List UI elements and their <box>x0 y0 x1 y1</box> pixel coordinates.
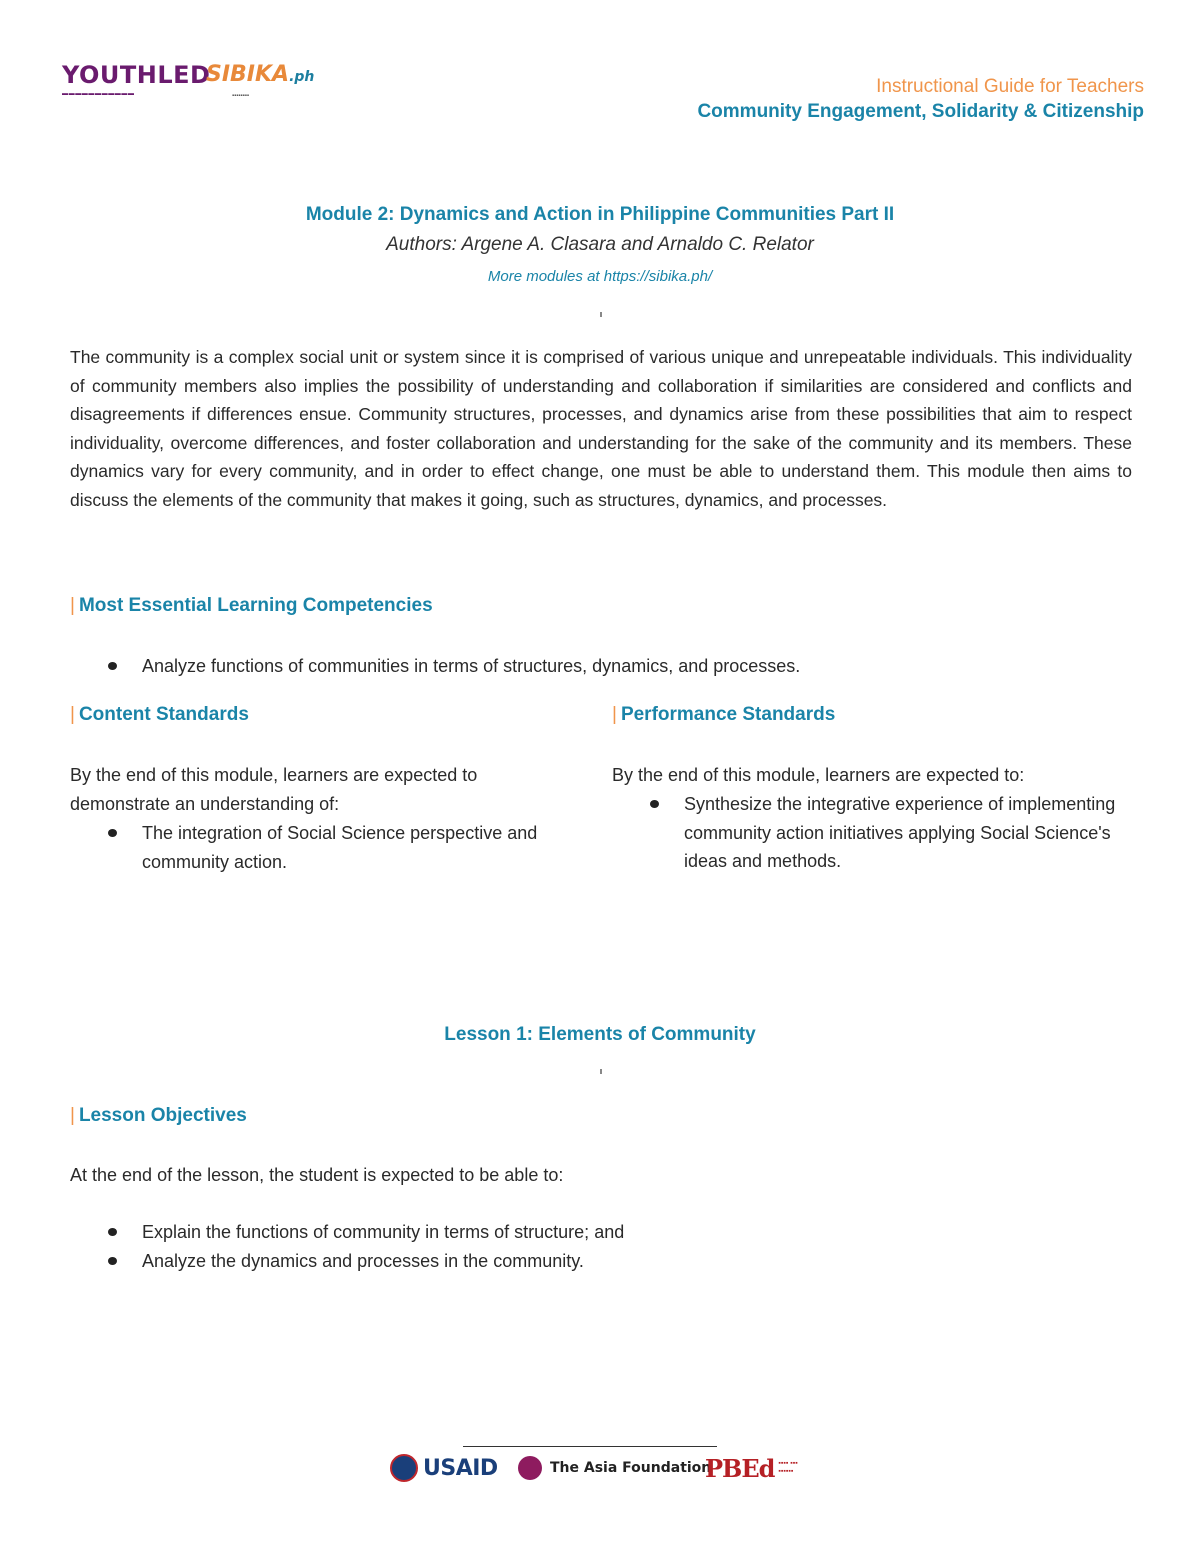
footer-divider <box>463 1446 717 1447</box>
heading-bar: | <box>70 704 75 725</box>
melc-list <box>70 652 1130 681</box>
youthled-logo-text: YOUTHLED <box>62 61 211 89</box>
performance-standards-intro: By the end of this module, learners are expected to: <box>612 765 1025 785</box>
youthled-logo <box>62 62 212 104</box>
sibika-logo-word: SIBIKA <box>206 62 290 87</box>
usaid-seal-icon <box>390 1454 418 1482</box>
lesson-objectives-heading <box>70 1105 247 1127</box>
bullet-icon <box>108 1228 117 1236</box>
list-item-text: Synthesize the integrative experience of implementing community action initiatives applying Social Science's ideas and methods. <box>684 794 1116 871</box>
content-standards-heading <box>70 704 249 726</box>
bullet-icon <box>108 829 117 837</box>
youthled-tagline-graphic: ▬▬▬▬▬▬▬▬▬▬▬ <box>62 91 135 97</box>
heading-bar: | <box>70 1105 75 1126</box>
list-item-text: Explain the functions of community in terms of structure; and <box>142 1222 625 1242</box>
lesson-objectives-heading-text: Lesson Objectives <box>78 1105 247 1126</box>
course-title: Community Engagement, Solidarity & Citizenship <box>697 101 1144 122</box>
pbed-logo-text: PBEd <box>705 1453 775 1483</box>
pbed-logo <box>705 1452 838 1484</box>
heading-bar: | <box>612 704 617 725</box>
bullet-icon <box>650 800 659 808</box>
melc-heading-text: Most Essential Learning Competencies <box>78 595 433 616</box>
sibika-logo <box>206 62 326 104</box>
more-modules-link[interactable]: More modules at https://sibika.ph/ <box>487 268 713 285</box>
content-standards-heading-text: Content Standards <box>78 704 249 725</box>
list-item <box>70 1218 1130 1247</box>
lesson-objectives-intro: At the end of the lesson, the student is expected to be able to: <box>70 1165 564 1185</box>
usaid-logo-text: USAID <box>423 1455 498 1481</box>
asia-foundation-logo-text: The Asia Foundation <box>550 1460 712 1476</box>
list-item <box>70 819 580 876</box>
list-item <box>70 1247 1130 1276</box>
performance-standards-heading <box>612 704 835 726</box>
guide-label: Instructional Guide for Teachers <box>876 76 1144 97</box>
sibika-logo-text <box>206 62 326 90</box>
divider-tick <box>600 1069 602 1074</box>
list-item-text: Analyze functions of communities in terms of structures, dynamics, and processes. <box>142 656 801 676</box>
bullet-icon <box>108 662 117 670</box>
asia-foundation-mark-icon <box>518 1456 542 1480</box>
heading-bar: | <box>70 595 75 616</box>
lesson-title: Lesson 1: Elements of Community <box>444 1024 756 1045</box>
list-item-text: Analyze the dynamics and processes in the community. <box>142 1250 584 1271</box>
list-item <box>70 652 1130 681</box>
performance-standards-list <box>612 790 1132 876</box>
lesson-objectives-list <box>70 1218 1130 1275</box>
bullet-icon <box>108 1257 117 1265</box>
melc-heading <box>70 595 433 617</box>
list-item <box>612 790 1132 876</box>
intro-paragraph: The community is a complex social unit or system since it is comprised of various unique and unrepeatable individuals. This individuality of community members also implies the possibility of understanding and collaboration if similarities are considered and conflicts and disagreements if differences ensue. Community structures, processes, and dynamics arise from these possibilities that aim to respect individuality, overcome differences, and foster collaboration and understanding for the sake of the community and its members. These dynamics vary for every community, and in order to effect change, one must be able to understand them. This module then aims to discuss the elements of the community that makes it going, such as structures, dynamics, and processes. <box>70 347 1132 510</box>
module-title: Module 2: Dynamics and Action in Philippine Communities Part II <box>305 204 895 225</box>
divider-tick <box>600 312 602 317</box>
pbed-tagline-graphic: ▪▪▪▪ ▪▪▪ ▪▪▪▪▪▪ <box>778 1460 798 1475</box>
module-authors: Authors: Argene A. Clasara and Arnaldo C. Relator <box>386 234 814 255</box>
sibika-tagline-graphic: ▪▪▪▪▪▪▪▪ <box>232 93 250 99</box>
list-item-text: The integration of Social Science perspective and community action. <box>142 823 538 872</box>
content-standards-intro: By the end of this module, learners are expected to demonstrate an understanding of: <box>70 765 478 814</box>
sibika-logo-suffix: .ph <box>289 69 315 85</box>
asia-foundation-logo <box>518 1452 711 1484</box>
content-standards-list <box>70 819 580 876</box>
usaid-logo <box>390 1452 498 1484</box>
performance-standards-heading-text: Performance Standards <box>620 704 836 725</box>
